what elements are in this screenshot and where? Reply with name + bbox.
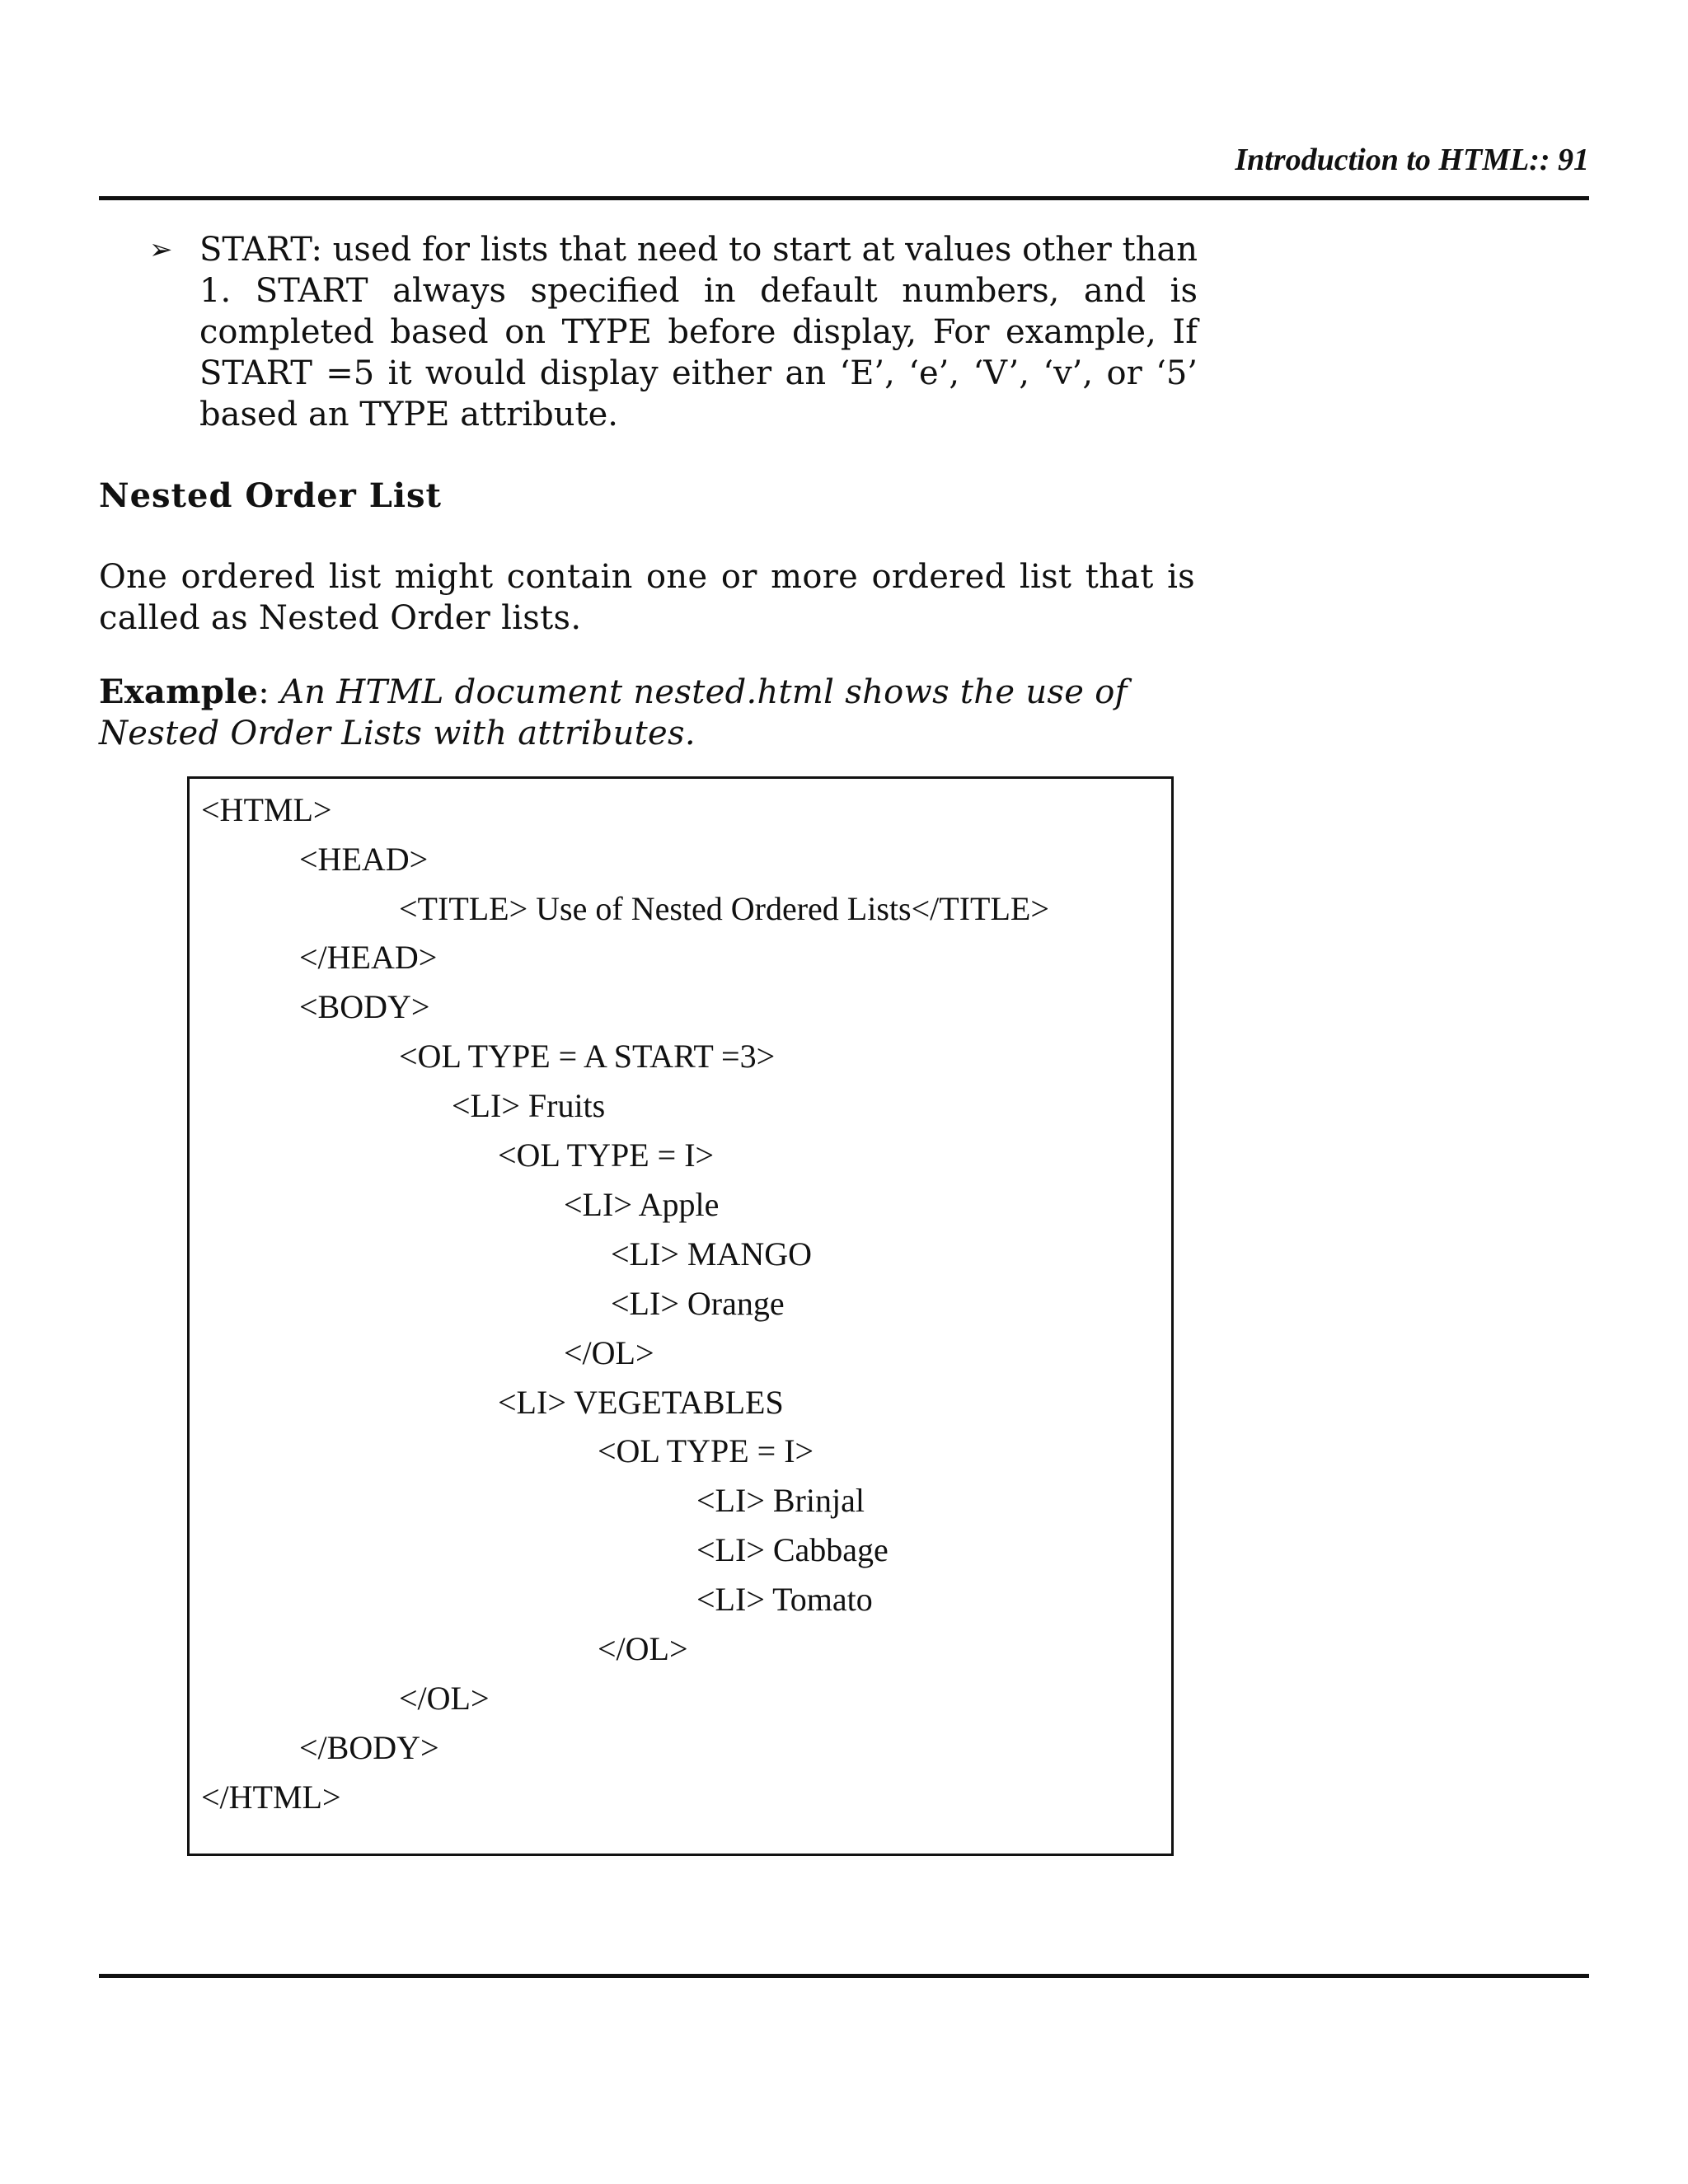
example-separator: : bbox=[258, 673, 281, 711]
code-line: <LI> Brinjal bbox=[696, 1482, 865, 1519]
header-rule bbox=[99, 196, 1589, 200]
code-line: <TITLE> Use of Nested Ordered Lists</TITLE> bbox=[399, 890, 1049, 927]
code-line: <LI> MANGO bbox=[611, 1235, 812, 1272]
code-line: </HEAD> bbox=[299, 939, 438, 976]
section-heading: Nested Order List bbox=[99, 476, 443, 515]
code-line: </HTML> bbox=[201, 1779, 341, 1816]
bullet-text: START: used for lists that need to start at values other than 1. START always specified in default numbers, and is completed based on TYPE before display, For example, If START =5 it would display either an ‘E’, ‘e’, ‘V’, ‘v’, or ‘5’ based an TYPE attribute. bbox=[199, 231, 1198, 434]
code-line: <HTML> bbox=[201, 791, 332, 828]
section-paragraph: One ordered list might contain one or more ordered list that is called as Nested Order lists. bbox=[99, 558, 1195, 637]
code-line: <LI> Cabbage bbox=[696, 1531, 889, 1568]
code-line: <OL TYPE = I> bbox=[598, 1432, 814, 1469]
code-line: <HEAD> bbox=[299, 841, 429, 878]
example-caption bbox=[99, 672, 1195, 754]
code-line: <BODY> bbox=[299, 988, 430, 1025]
code-line: <OL TYPE = A START =3> bbox=[399, 1038, 776, 1075]
bullet-item-start bbox=[151, 229, 1198, 435]
code-line: <LI> Tomato bbox=[696, 1581, 873, 1618]
code-line: <LI> Apple bbox=[564, 1186, 720, 1223]
code-line: <OL TYPE = I> bbox=[498, 1137, 715, 1174]
code-line: </OL> bbox=[598, 1630, 688, 1667]
arrow-bullet-icon: ➢ bbox=[149, 233, 173, 266]
example-label: Example bbox=[99, 673, 259, 711]
code-line: </BODY> bbox=[299, 1729, 439, 1766]
running-header: Introduction to HTML:: 91 bbox=[1235, 143, 1589, 177]
code-line: <LI> Fruits bbox=[452, 1087, 606, 1124]
code-listing-box bbox=[187, 776, 1174, 1856]
example-description: An HTML document nested.html shows the use of Nested Order Lists with attributes. bbox=[99, 673, 1128, 752]
code-line: <LI> VEGETABLES bbox=[498, 1384, 784, 1421]
code-line: <LI> Orange bbox=[611, 1285, 785, 1322]
code-line: </OL> bbox=[399, 1680, 490, 1717]
code-line: </OL> bbox=[564, 1334, 654, 1371]
footer-rule bbox=[99, 1974, 1589, 1978]
